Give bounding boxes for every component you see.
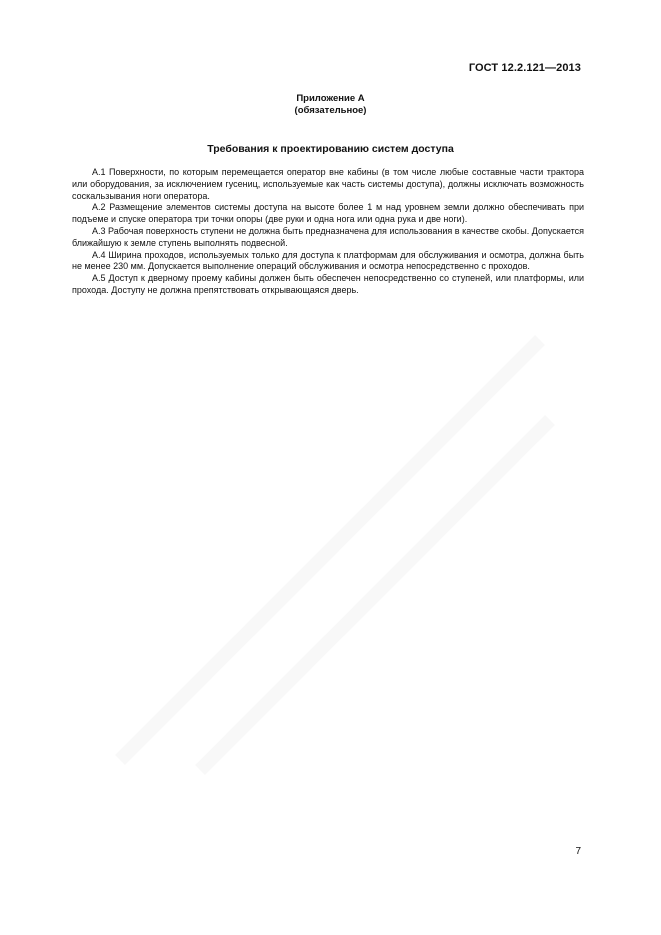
paragraph-a4: А.4 Ширина проходов, используемых только для доступа к платформам для обслуживания и осмотра, должна быть не менее 230 мм. Допускается выполнение операций обслуживания и осмотра непосредственно с проходов.: [72, 249, 584, 272]
annex-label: Приложение А: [296, 93, 365, 104]
annex-heading: [0, 93, 661, 117]
paragraph-a3: А.3 Рабочая поверхность ступени не должна быть предназначена для использования в качестве скобы. Допускается ближайшую к земле ступень выполнять подвесной.: [72, 225, 584, 248]
annex-body: [72, 167, 584, 297]
faint-watermark: [80, 300, 580, 800]
page-number: 7: [575, 846, 581, 857]
document-code: ГОСТ 12.2.121—2013: [468, 62, 581, 74]
annex-title: Требования к проектированию систем доступа: [207, 143, 454, 155]
paragraph-a5: А.5 Доступ к дверному проему кабины должен быть обеспечен непосредственно со ступеней, или платформы, или прохода. Доступу не должна препятствовать открывающаяся дверь.: [72, 273, 584, 295]
paragraph-a1: А.1 Поверхности, по которым перемещается оператор вне кабины (в том числе любые составные части трактора или оборудования, за исключением гусениц, используемые как часть системы доступа), должны исключать возможность соскальзывания ноги оператора.: [72, 167, 584, 201]
annex-status: (обязательное): [294, 105, 367, 116]
paragraph-a2: А.2 Размещение элементов системы доступа на высоте более 1 м над уровнем земли должно обеспечивать при подъеме и спуске оператора три точки опоры (две руки и одна нога или одна рука и две ноги).: [72, 202, 584, 225]
